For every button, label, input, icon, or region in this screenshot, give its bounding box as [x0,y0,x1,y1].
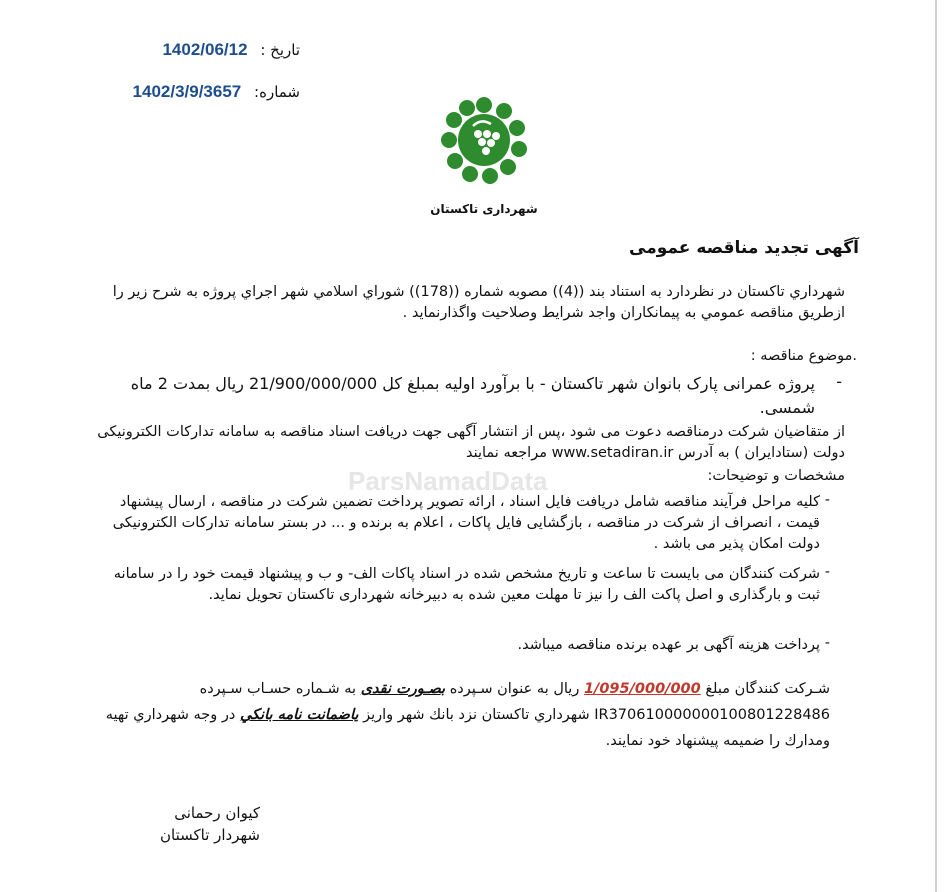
date-label: تاریخ : [260,41,300,59]
deposit-paragraph [90,676,830,754]
deposit-amount: 1/095/000/000 [583,681,701,697]
deposit-text-1: شـرکت کنندگان مبلغ [705,681,830,697]
spec-item-3: پرداخت هزینه آگهی بر عهده برنده مناقصه میباشد. [517,637,820,653]
intro-paragraph: شهرداري تاكستان در نظردارد به استناد بند ((4)) مصوبه شماره ((178)) شوراي اسلامي شهر اجراي پروژه به شرح زير را ازطريق مناقصه عمومي به پيمانكاران واجد شرايط وصلاحيت واگذارنمايد . [112,284,845,321]
signature-position: شهردار تاکستان [160,826,260,844]
spec-dash-1: - [824,492,830,508]
page-title: آگهی تجدید مناقصه عمومی [629,238,859,258]
spec-dash-3: - [824,635,830,651]
logo-caption: شهرداری تاکستان [430,202,538,216]
number-row [68,82,300,102]
spec-item-2: شرکت کنندگان می بایست تا ساعت و تاریخ مشخص شده در اسناد پاکات الف- و ب و پیشنهاد قیمت خود را در سامانه ثبت و بارگذاری و اصل پاکت الف را نیز تا مهلت معین شده به دبیرخانه شهرداری تاکستان تحویل نماید. [113,566,820,603]
subject-heading: .موضوع مناقصه : [750,348,857,364]
date-row [100,40,300,60]
deposit-cash: بصـورت نقدی [360,681,446,697]
invitation-paragraph: از متقاضیان شرکت درمناقصه دعوت می شود ،پس از انتشار آگهی جهت دریافت اسناد مناقصه به سامانه تدارکات الکترونیکی دولت (ستادایران ) به آدرس www.setadiran.ir مراجعه نمایند [97,424,845,461]
spec-dash-2: - [824,564,830,580]
spec-item-1: کلیه مراحل فرآیند مناقصه شامل دریافت فایل اسناد ، ارائه تصویر پرداخت تضمین شرکت در مناقصه ، ارسال پیشنهاد قیمت ، انصراف از شرکت در مناقصه ، بازگشایی فایل پاکات ، اعلام به برنده و ... در بستر سامانه تدارکات الکترونیکی دولت امکان پذیر می باشد . [112,494,820,552]
watermark-text: ParsNamadData [348,466,548,496]
subject-item: پروژه عمرانی پارک بانوان شهر تاکستان - با برآورد اولیه بمبلغ کل 21/900/000/000 ریال بمدت 2 ماه شمسی. [130,374,815,417]
signature-name: کیوان رحمانی [174,804,260,822]
subject-dash: - [836,372,842,391]
municipality-logo-icon [440,96,528,184]
deposit-text-2: ریال به عنوان سـپرده [449,681,580,697]
number-value: 1402/3/9/3657 [132,82,242,101]
number-label: شماره: [254,83,300,101]
page-right-border [935,0,937,892]
deposit-text-4: در وجه شهرداري تهيه ومدارك را ضميمه پيشنهاد خود نمايند. [105,707,830,749]
specs-heading: مشخصات و توضیحات: [707,468,845,484]
deposit-guarantee: ياضمانت نامه بانكي [239,707,359,723]
date-value: 1402/06/12 [162,40,248,59]
deposit-text-3: به شـماره حسـاب سـپرده IR370610000000100801228486 شهرداري تاكستان نزد بانك شهر واريز [199,681,830,723]
